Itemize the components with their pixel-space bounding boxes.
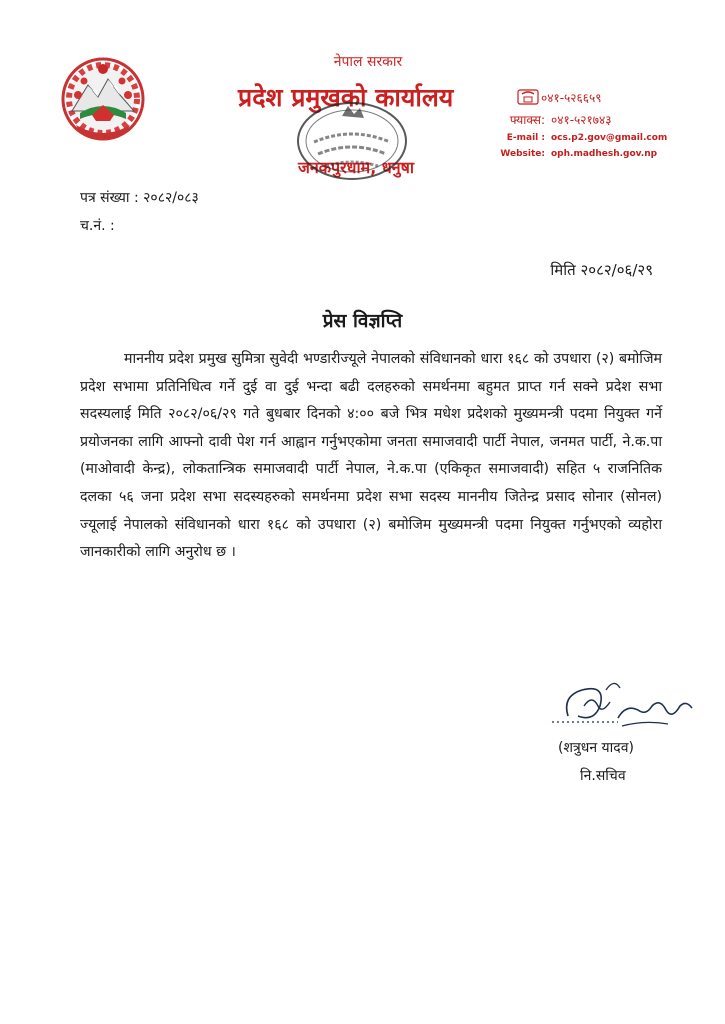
office-title: प्रदेश प्रमुखको कार्यालय bbox=[238, 83, 454, 112]
reference-value: २०८२/०८३ bbox=[143, 190, 199, 206]
signatory-title: नि.सचिव bbox=[580, 768, 626, 784]
handwritten-signature bbox=[548, 676, 698, 744]
email-row bbox=[490, 130, 720, 146]
website-row bbox=[490, 146, 720, 162]
phone-row bbox=[490, 86, 720, 108]
nepal-emblem-icon bbox=[58, 55, 148, 145]
reference-number bbox=[80, 188, 199, 207]
press-release-heading: प्रेस विज्ञप्ति bbox=[322, 310, 403, 332]
letter-date bbox=[550, 260, 653, 280]
website-label: Website: bbox=[500, 149, 545, 159]
letter-body: माननीय प्रदेश प्रमुख सुमित्रा सुवेदी भण्डारीज्यूले नेपालको संविधानको धारा १६८ को उपधारा (२) बमोजिम प्रदेश सभामा प्रतिनिधित्व गर्ने दुई वा दुई भन्दा बढी दलहरुको समर्थनमा बहुमत प्राप्त गर्न सक्ने प्रदेश सभा सदस्यलाई मिति २०८२/०६/२९ गते बुधबार दिनको ४:०० बजे भित्र मधेश प्रदेशको मुख्यमन्त्री पदमा नियुक्त गर्ने प्रयोजनका लागि आफ्नो दावी पेश गर्न आह्वान गर्नुभएकोमा जनता समाजवादी पार्टी नेपाल, जनमत पार्टी, ने.क.पा (माओवादी केन्द्र), लोकतान्त्रिक समाजवादी पार्टी नेपाल, ने.क.पा (एकिकृत समाजवादी) सहित ५ राजनितिक दलका ५६ जना प्रदेश सभा सदस्यहरुको समर्थनमा प्रदेश सभा सदस्य माननीय जितेन्द्र प्रसाद सोनार (सोनल) ज्यूलाई नेपालको संविधानको धारा १६८ को उपधारा (२) बमोजिम मुख्यमन्त्री पदमा नियुक्त गर्नुभएको व्यहोरा जानकारीको लागि अनुरोध छ । bbox=[80, 351, 662, 561]
email-address: ocs.p2.gov@gmail.com bbox=[551, 133, 668, 143]
phone-number: ०४१-५२६६५९ bbox=[541, 90, 602, 105]
official-stamp bbox=[292, 96, 412, 186]
fax-row bbox=[490, 108, 720, 130]
government-name: नेपाल सरकार bbox=[333, 54, 403, 70]
signatory-name: (शत्रुधन यादव) bbox=[558, 740, 634, 756]
reference-label: पत्र संख्या : bbox=[80, 190, 139, 206]
email-label: E-mail : bbox=[506, 133, 545, 143]
office-location: जनकपुरधाम, धनुषा bbox=[298, 158, 414, 177]
dispatch-number bbox=[80, 216, 115, 235]
dispatch-label: च.नं. : bbox=[80, 218, 115, 234]
website-address: oph.madhesh.gov.np bbox=[551, 149, 658, 159]
date-value: २०८२/०६/२९ bbox=[580, 261, 653, 279]
telephone-icon bbox=[517, 89, 539, 105]
date-label: मिति bbox=[550, 261, 576, 279]
fax-label: फ्याक्स: bbox=[509, 112, 545, 127]
contact-block bbox=[490, 86, 720, 162]
fax-number: ०४१-५२१७४३ bbox=[551, 112, 612, 127]
